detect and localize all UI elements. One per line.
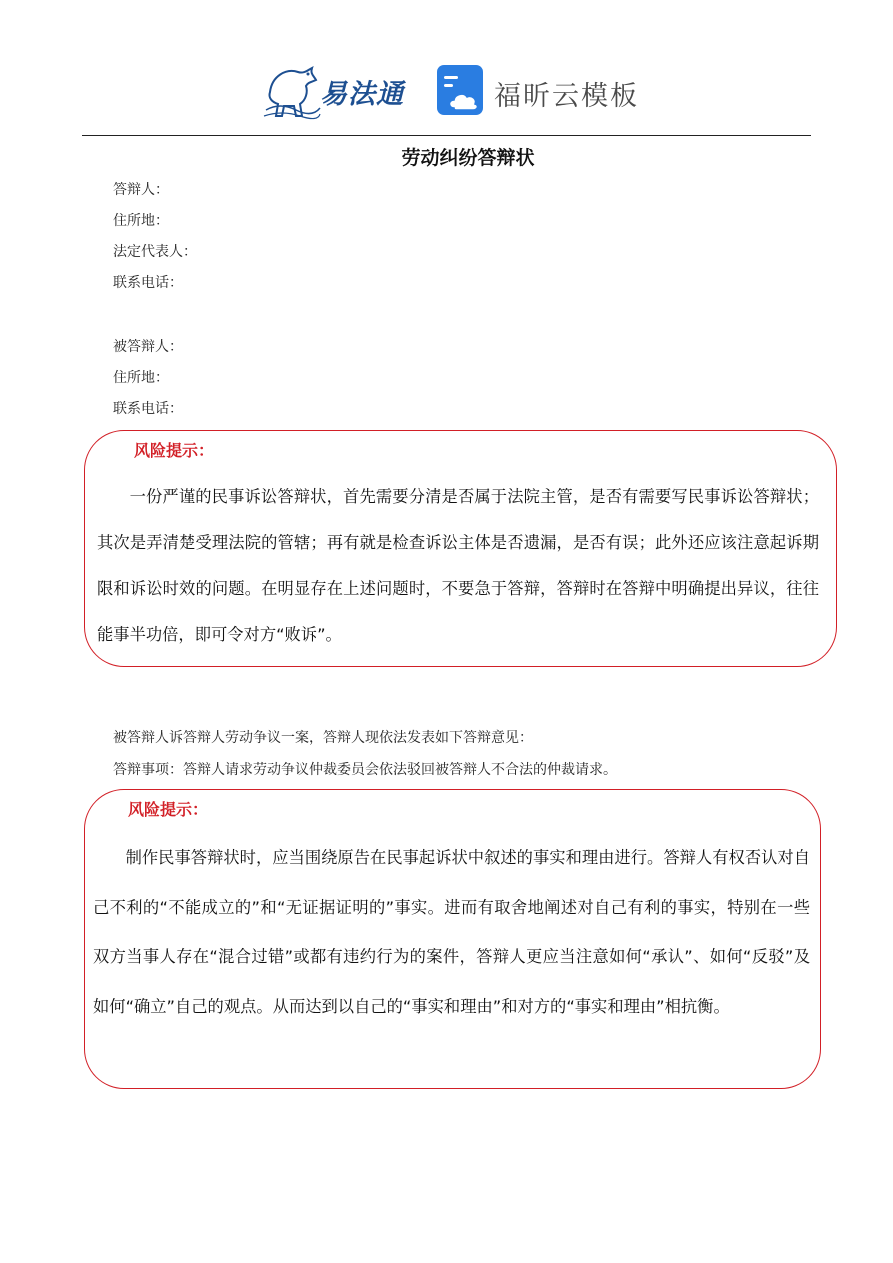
yifatong-logo-text: 易法通 (320, 79, 404, 110)
respondent-phone-label: 联系电话： (113, 275, 183, 291)
answer-matter: 答辩事项：答辩人请求劳动争议仲裁委员会依法驳回被答辩人不合法的仲裁请求。 (113, 762, 617, 778)
document-title: 劳动纠纷答辩状 (401, 147, 535, 169)
legal-representative-label: 法定代表人： (113, 244, 197, 260)
fuxin-logo (436, 64, 646, 120)
horse-emblem-icon (262, 62, 322, 120)
risk-tip-body-1: 一份严谨的民事诉讼答辩状，首先需要分清是否属于法院主管，是否有需要写民事诉讼答辩状；其次是弄清楚受理法院的管辖；再有就是检查诉讼主体是否遗漏，是否有误；此外还应该注意起诉期限和诉讼时效的问题。在明显存在上述问题时，不要急于答辩，答辩时在答辩中明确提出异议，往往能事半功倍，即可令对方“败诉”。 (97, 487, 819, 644)
risk-tip-title-1: 风险提示： (134, 441, 215, 460)
claimant-label: 被答辩人： (113, 339, 183, 355)
respondent-address-label: 住所地： (113, 213, 169, 229)
fuxin-logo-text: 福昕云模板 (494, 81, 639, 112)
answer-statement: 被答辩人诉答辩人劳动争议一案，答辩人现依法发表如下答辩意见： (113, 730, 533, 746)
header-logos (0, 58, 893, 128)
risk-tip-title-2: 风险提示： (128, 800, 209, 819)
claimant-address-label: 住所地： (113, 370, 169, 386)
claimant-phone-label: 联系电话： (113, 401, 183, 417)
header-divider (82, 135, 811, 136)
cloud-document-icon (436, 64, 486, 116)
respondent-label: 答辩人： (113, 182, 169, 198)
yifatong-logo (262, 62, 412, 120)
risk-tip-body-2: 制作民事答辩状时，应当围绕原告在民事起诉状中叙述的事实和理由进行。答辩人有权否认对自己不利的“不能成立的”和“无证据证明的”事实。进而有取舍地阐述对自己有利的事实，特别在一些双方当事人存在“混合过错”或都有违约行为的案件，答辩人更应当注意如何“承认”、如何“反驳”及如何“确立”自己的观点。从而达到以自己的“事实和理由”和对方的“事实和理由”相抗衡。 (93, 848, 810, 1016)
